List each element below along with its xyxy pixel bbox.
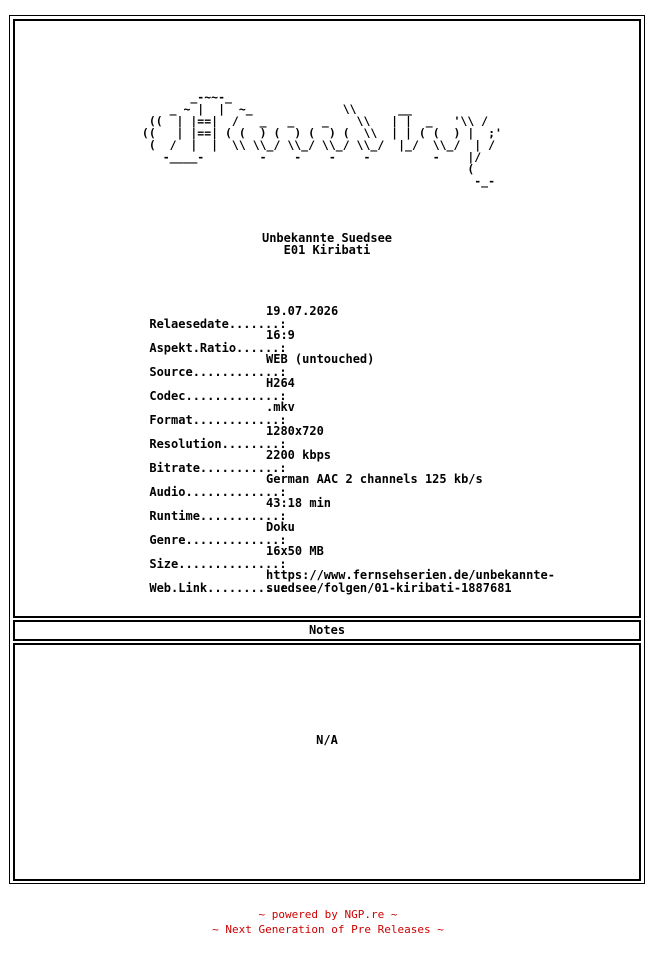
info-value: 2200 kbps — [266, 448, 332, 462]
notes-panel — [13, 643, 641, 881]
episode-title: E01 Kiribati — [283, 243, 371, 257]
notes-title: Notes — [308, 623, 346, 637]
info-label: Genre.............: — [149, 533, 287, 547]
info-label: Source............: — [149, 365, 287, 379]
info-value: 43:18 min — [266, 496, 332, 510]
notes-header — [13, 620, 641, 641]
info-label: Resolution........: — [149, 437, 287, 451]
release-title: Unbekannte Suedsee — [261, 231, 393, 245]
info-row-weblink — [106, 568, 555, 608]
info-label: Runtime...........: — [149, 509, 287, 523]
info-value: German AAC 2 channels 125 kb/s — [266, 472, 483, 486]
info-value: .mkv — [266, 400, 295, 414]
ascii-logo: _-~~-_ _ ~ | | ~_ \\ __ (( | |==| / _ _ _ \\ | | _ '\\ / (( | |==| ( ( ) ( ) ( ) ( \\ | | ( ( ) | ;' ( / | | \\ \\_/ \\_/ \\_/ \\_/ |_/ \\_/ | / -____- - - - - - |/ ( -_- — [141, 91, 502, 188]
release-info-panel — [13, 19, 641, 618]
info-label: Size..............: — [149, 557, 287, 571]
info-value: WEB (untouched) — [266, 352, 375, 366]
info-label: Codec.............: — [149, 389, 287, 403]
info-value: Doku — [266, 520, 295, 534]
weblink-value[interactable]: https://www.fernsehserien.de/unbekannte- suedsee/folgen/01-kiribati-1887681 — [266, 568, 555, 595]
footer-tagline: ~ Next Generation of Pre Releases ~ — [212, 923, 444, 936]
info-value: H264 — [266, 376, 295, 390]
info-value: 19.07.2026 — [266, 304, 339, 318]
info-value: 16x50 MB — [266, 544, 324, 558]
info-value: 1280x720 — [266, 424, 324, 438]
info-label: Format............: — [149, 413, 287, 427]
footer-powered-by: ~ powered by NGP.re ~ — [258, 908, 398, 921]
nfo-frame — [9, 15, 645, 884]
info-label: Bitrate...........: — [149, 461, 287, 475]
info-label: Relaesedate.......: — [149, 317, 287, 331]
info-label: Web.Link..........: — [149, 581, 287, 595]
info-label: Aspekt.Ratio......: — [149, 341, 287, 355]
info-value: 16:9 — [266, 328, 295, 342]
info-label: Audio.............: — [149, 485, 287, 499]
notes-body: N/A — [316, 733, 338, 747]
